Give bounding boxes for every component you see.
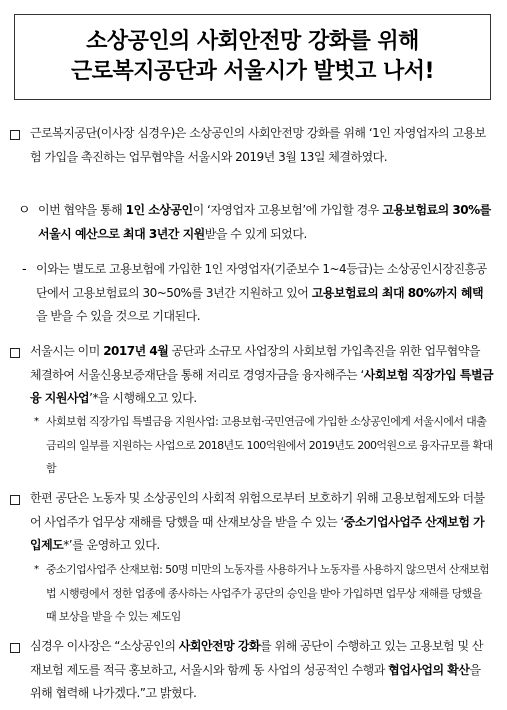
paragraph-3-text: 한편 공단은 노동자 및 소상공인의 사회적 위험으로부터 보호하기 위해 고용보험제도와 더불어 사업주가 업무상 재해를 당했을 때 산재보상을 받을 수 있는 ‘중소기업사업주 산재보험 가입제도*’를 운영하고 있다. (30, 491, 485, 552)
checkbox-square-icon (10, 643, 20, 653)
paragraph-3-note-text: 중소기업사업주 산재보험: 50명 미만의 노동자를 사용하거나 노동자를 사용하지 않으면서 산재보험법 시행령에서 정한 업종에 종사하는 사업주가 공단의 승인을 받아 가입하면 업무상 재해를 당했을 때 보상을 받을 수 있는 제도임 (46, 563, 490, 623)
paragraph-2-text: 서울시는 이미 2017년 4월 공단과 소규모 사업장의 사회보험 가입촉진을 위한 업무협약을 체결하여 서울신용보증재단을 통해 저리로 경영자금을 융자해주는 ‘사회보험 직장가입 특별금융 지원사업’*을 시행해오고 있다. (30, 344, 494, 405)
title-box (14, 14, 491, 100)
checkbox-square-icon (10, 495, 20, 505)
paragraph-1-text: 근로복지공단(이사장 심경우)은 소상공인의 사회안전망 강화를 위해 ‘1인 자영업자의 고용보험 가입을 촉진하는 업무협약을 서울시와 2019년 3월 13일 체결하였다. (30, 126, 486, 164)
title-line-2: 근로복지공단과 서울시가 발벗고 나서! (70, 59, 435, 84)
asterisk-icon: * (34, 416, 39, 427)
paragraph-1 (0, 122, 507, 169)
checkbox-square-icon (10, 130, 20, 140)
paragraph-1-bullet-1-text: 이번 협약을 통해 1인 소상공인이 ‘자영업자 고용보험’에 가입할 경우 고용보험료의 30%를 서울시 예산으로 최대 3년간 지원받을 수 있게 되었다. (38, 203, 491, 241)
paragraph-1-bullet-2 (0, 258, 507, 329)
checkbox-square-icon (10, 348, 20, 358)
paragraph-1-bullet-1 (0, 199, 507, 246)
bullet-dash-icon: - (22, 262, 27, 277)
paragraph-4-text: 심경우 이사장은 “소상공인의 사회안전망 강화를 위해 공단이 수행하고 있는 고용보험 및 산재보험 제도를 적극 홍보하고, 서울시와 함께 동 사업의 성공적인 수행과 협업사업의 확산을 위해 협력해 나가겠다.”고 밝혔다. (30, 639, 483, 700)
paragraph-3-note (0, 558, 507, 629)
asterisk-icon: * (34, 564, 39, 575)
paragraph-1-bullet-2-text: 이와는 별도로 고용보험에 가입한 1인 자영업자(기준보수 1~4등급)는 소상공인시장진흥공단에서 고용보험료의 30~50%를 3년간 지원하고 있어 고용보험료의 최대 80%까지 혜택을 받을 수 있을 것으로 기대된다. (36, 262, 487, 323)
paragraph-4 (0, 635, 507, 706)
paragraph-2-note (0, 410, 507, 481)
paragraph-2 (0, 340, 507, 411)
paragraph-3 (0, 487, 507, 558)
bullet-circle-icon: ㅇ (18, 203, 31, 218)
title-line-1: 소상공인의 사회안전망 강화를 위해 (86, 29, 419, 54)
paragraph-2-note-text: 사회보험 직장가입 특별금융 지원사업: 고용보험·국민연금에 가입한 소상공인에게 서울시에서 대출금리의 일부를 지원하는 사업으로 2018년도 100억원에서 2019년도 200억원으로 융자규모를 확대함 (46, 415, 493, 475)
